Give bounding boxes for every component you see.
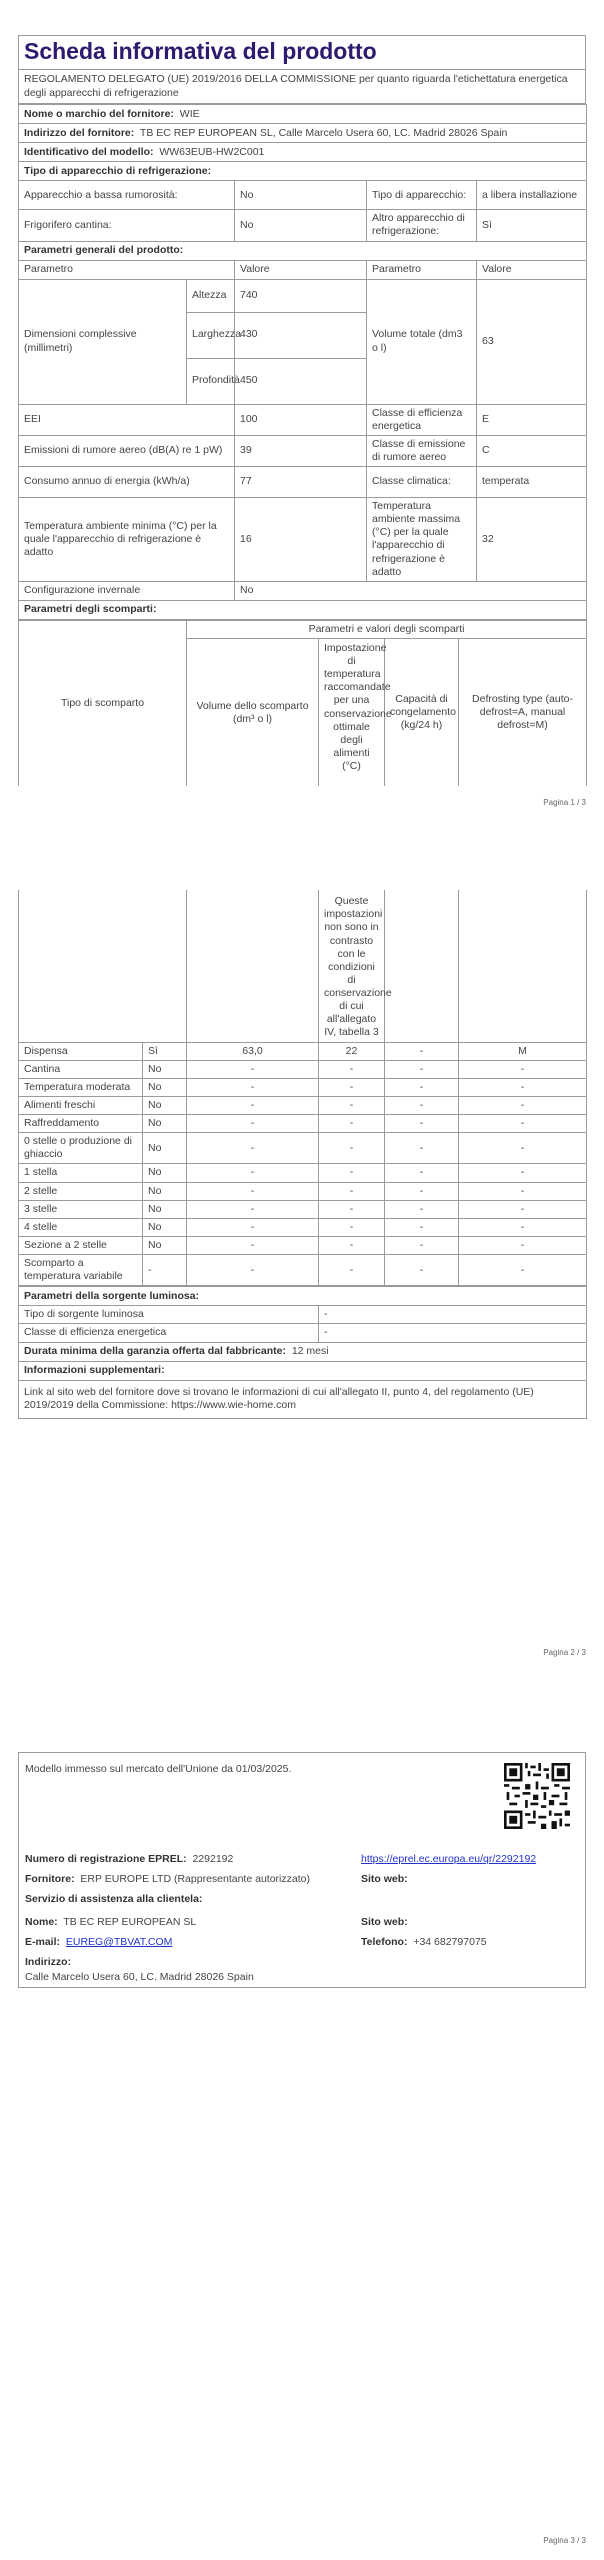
winter-config-value: No — [235, 581, 587, 600]
supplier-name-value: WIE — [179, 107, 200, 120]
compartment-name: 3 stelle — [19, 1200, 143, 1218]
compartment-type-header-cont — [19, 890, 187, 1042]
other-appliance-value: Sì — [477, 210, 587, 241]
appliance-type-label: Tipo di apparecchio: — [367, 181, 477, 210]
other-appliance-label: Altro apparecchio di refrigerazione: — [367, 210, 477, 241]
compartment-params-heading: Parametri degli scomparti: — [19, 600, 587, 619]
table-row — [19, 1218, 587, 1236]
max-temp-label: Temperatura ambiente massima (°C) per la quale l'apparecchio di refrigerazione è adatto — [367, 498, 477, 582]
compartment-name: 0 stelle o produzione di ghiaccio — [19, 1133, 143, 1164]
compartment-volume: 63,0 — [187, 1042, 319, 1060]
compartment-type-header: Tipo di scomparto — [19, 620, 187, 786]
compartment-present: No — [143, 1218, 187, 1236]
compartment-freezing: - — [385, 1218, 459, 1236]
warranty-label: Durata minima della garanzia offerta dal fabbricante: — [24, 1344, 286, 1357]
supplier-row — [25, 1873, 310, 1885]
compartment-name: Raffreddamento — [19, 1115, 143, 1133]
table-row — [19, 1164, 587, 1182]
defrost-type-header-cont — [459, 890, 587, 1042]
customer-service-heading: Servizio di assistenza alla clientela: — [25, 1893, 203, 1905]
supplier-address-label: Indirizzo del fornitore: — [24, 126, 135, 139]
model-id-row — [19, 143, 587, 162]
compartment-volume: - — [187, 1218, 319, 1236]
website-label-2: Sito web: — [361, 1916, 408, 1928]
appliance-type-heading: Tipo di apparecchio di refrigerazione: — [19, 162, 587, 181]
page-2 — [0, 820, 604, 1700]
table-row — [19, 1060, 587, 1078]
address-value: Calle Marcelo Usera 60, LC. Madrid 28026 Spain — [25, 1971, 254, 1983]
compartment-temp: - — [319, 1133, 385, 1164]
compartment-defrost: - — [459, 1236, 587, 1254]
eprel-row — [25, 1853, 233, 1865]
light-source-heading: Parametri della sorgente luminosa: — [19, 1287, 587, 1306]
width-value: 430 — [235, 312, 367, 358]
compartment-freezing: - — [385, 1200, 459, 1218]
compartment-present: No — [143, 1060, 187, 1078]
compartment-freezing: - — [385, 1060, 459, 1078]
compartment-temp: - — [319, 1115, 385, 1133]
compartment-name: Sezione a 2 stelle — [19, 1236, 143, 1254]
compartment-temp: - — [319, 1200, 385, 1218]
dimensions-label: Dimensioni complessive (millimetri) — [19, 279, 187, 404]
width-label: Larghezza — [187, 312, 235, 358]
compartment-volume: - — [187, 1200, 319, 1218]
service-name-label: Nome: — [25, 1916, 58, 1928]
max-temp-value: 32 — [477, 498, 587, 582]
eprel-label: Numero di registrazione EPREL: — [25, 1853, 187, 1865]
compartment-name: Temperatura moderata — [19, 1078, 143, 1096]
compartment-defrost: - — [459, 1060, 587, 1078]
noise-emission-value: 39 — [235, 435, 367, 466]
light-type-label: Tipo di sorgente luminosa — [19, 1306, 319, 1324]
compartment-volume: - — [187, 1236, 319, 1254]
compartment-temp: - — [319, 1255, 385, 1286]
compartment-freezing: - — [385, 1096, 459, 1114]
height-value: 740 — [235, 279, 367, 312]
compartment-volume: - — [187, 1078, 319, 1096]
compartment-defrost: M — [459, 1042, 587, 1060]
freezing-capacity-header: Capacità di congelamento (kg/24 h) — [385, 638, 459, 786]
table-row — [19, 1182, 587, 1200]
compartment-name: Scomparto a temperatura variabile — [19, 1255, 143, 1286]
compartment-name: 2 stelle — [19, 1182, 143, 1200]
compartment-temp: - — [319, 1096, 385, 1114]
low-noise-label: Apparecchio a bassa rumorosità: — [19, 181, 235, 210]
volume-header-cont — [187, 890, 319, 1042]
light-class-label: Classe di efficienza energetica — [19, 1324, 319, 1342]
compartment-defrost: - — [459, 1133, 587, 1164]
contact-box — [18, 1752, 586, 1988]
value-header: Valore — [235, 260, 367, 279]
eprel-link[interactable]: https://eprel.ec.europa.eu/qr/2292192 — [361, 1853, 537, 1865]
min-temp-label: Temperatura ambiente minima (°C) per la quale l'apparecchio di refrigerazione è adatto — [19, 498, 235, 582]
page-title: Scheda informativa del prodotto — [19, 36, 585, 70]
table-row — [19, 1042, 587, 1060]
compartment-freezing: - — [385, 1078, 459, 1096]
compartment-present: No — [143, 1182, 187, 1200]
compartment-present: No — [143, 1200, 187, 1218]
supplier-address-value: TB EC REP EUROPEAN SL, Calle Marcelo Usera 60, LC. Madrid 28026 Spain — [139, 126, 508, 139]
compartment-defrost: - — [459, 1218, 587, 1236]
compartment-present: No — [143, 1078, 187, 1096]
wine-storage-value: No — [235, 210, 367, 241]
general-params-heading: Parametri generali del prodotto: — [19, 241, 587, 260]
light-class-value: - — [319, 1324, 587, 1342]
page-number-1: Pagina 1 / 3 — [543, 798, 586, 807]
param-header: Parametro — [19, 260, 235, 279]
phone-label: Telefono: — [361, 1936, 408, 1948]
param-header-2: Parametro — [367, 260, 477, 279]
table-row — [19, 1255, 587, 1286]
efficiency-class-label: Classe di efficienza energetica — [367, 404, 477, 435]
table-row — [19, 1236, 587, 1254]
value-header-2: Valore — [477, 260, 587, 279]
compartment-temp: - — [319, 1236, 385, 1254]
compartment-defrost: - — [459, 1200, 587, 1218]
table-row — [19, 1078, 587, 1096]
compartment-freezing: - — [385, 1236, 459, 1254]
compartment-freezing: - — [385, 1255, 459, 1286]
service-name-value: TB EC REP EUROPEAN SL — [63, 1916, 197, 1928]
compartment-rows — [19, 1042, 587, 1286]
website-label: Sito web: — [361, 1873, 408, 1885]
compartment-volume: - — [187, 1115, 319, 1133]
page-1 — [0, 0, 604, 820]
compartment-present: No — [143, 1236, 187, 1254]
email-row — [25, 1936, 172, 1948]
compartment-defrost: - — [459, 1078, 587, 1096]
volume-header: Volume dello scomparto (dm³ o l) — [187, 638, 319, 786]
compartment-temp: 22 — [319, 1042, 385, 1060]
email-link[interactable]: EUREG@TBVAT.COM — [65, 1936, 173, 1948]
light-type-value: - — [319, 1306, 587, 1324]
table-row — [19, 1133, 587, 1164]
min-temp-value: 16 — [235, 498, 367, 582]
eei-value: 100 — [235, 404, 367, 435]
page-number-3: Pagina 3 / 3 — [543, 2536, 586, 2545]
title-box — [18, 35, 586, 104]
compartment-present: No — [143, 1164, 187, 1182]
compartment-present: No — [143, 1115, 187, 1133]
regulation-subtitle: REGOLAMENTO DELEGATO (UE) 2019/2016 DELLA COMMISSIONE per quanto riguarda l'etichettatura energetica degli apparecchi di refrigerazione — [24, 73, 568, 99]
compartment-freezing: - — [385, 1115, 459, 1133]
extra-info-heading: Informazioni supplementari: — [19, 1361, 587, 1380]
extra-info-text: Link al sito web del fornitore dove si trovano le informazioni di cui all'allegato II, punto 4, del regolamento (UE) 2019/2019 della Commissione: https://www.wie-home.com — [19, 1380, 587, 1418]
compartment-group-header: Parametri e valori degli scomparti — [187, 620, 587, 638]
climate-class-label: Classe climatica: — [367, 467, 477, 498]
table-row — [19, 1200, 587, 1218]
warranty-value: 12 mesi — [291, 1344, 329, 1357]
eei-label: EEI — [19, 404, 235, 435]
compartment-table — [18, 890, 587, 1286]
defrost-type-header: Defrosting type (auto-defrost=A, manual defrost=M) — [459, 638, 587, 786]
compartment-present: No — [143, 1096, 187, 1114]
table-row — [19, 1115, 587, 1133]
compartment-temp: - — [319, 1182, 385, 1200]
phone-value: +34 682797075 — [413, 1936, 487, 1948]
compartment-temp: - — [319, 1164, 385, 1182]
appliance-type-value: a libera installazione — [477, 181, 587, 210]
warranty-row — [19, 1342, 587, 1361]
supplier-label-p3: Fornitore: — [25, 1873, 75, 1885]
compartment-freezing: - — [385, 1164, 459, 1182]
compartment-header-table — [18, 620, 587, 787]
service-name-row — [25, 1916, 196, 1928]
compartment-volume: - — [187, 1255, 319, 1286]
supplier-table — [18, 104, 587, 620]
table-row — [19, 1096, 587, 1114]
phone-row — [361, 1936, 487, 1948]
compartment-volume: - — [187, 1164, 319, 1182]
compartment-defrost: - — [459, 1096, 587, 1114]
compartment-defrost: - — [459, 1115, 587, 1133]
wine-storage-label: Frigorifero cantina: — [19, 210, 235, 241]
supplier-name-row — [19, 105, 587, 124]
compartment-name: Cantina — [19, 1060, 143, 1078]
temp-setting-header: Impostazione di temperatura raccomandate per una conservazione ottimale degli alimenti (°C) — [319, 638, 385, 786]
compartment-temp: - — [319, 1078, 385, 1096]
depth-label: Profondità — [187, 358, 235, 404]
compartment-name: Alimenti freschi — [19, 1096, 143, 1114]
compartment-name: Dispensa — [19, 1042, 143, 1060]
compartment-name: 4 stelle — [19, 1218, 143, 1236]
winter-config-label: Configurazione invernale — [19, 581, 235, 600]
compartment-temp: - — [319, 1060, 385, 1078]
compartment-temp: - — [319, 1218, 385, 1236]
compartment-defrost: - — [459, 1255, 587, 1286]
freezing-capacity-header-cont — [385, 890, 459, 1042]
model-id-label: Identificativo del modello: — [24, 145, 154, 158]
climate-class-value: temperata — [477, 467, 587, 498]
compartment-present: - — [143, 1255, 187, 1286]
model-id-value: WW63EUB-HW2C001 — [159, 145, 265, 158]
compartment-present: No — [143, 1133, 187, 1164]
compartment-freezing: - — [385, 1133, 459, 1164]
total-volume-label: Volume totale (dm3 o l) — [367, 279, 477, 404]
compartment-freezing: - — [385, 1182, 459, 1200]
noise-emission-label: Emissioni di rumore aereo (dB(A) re 1 pW) — [19, 435, 235, 466]
compartment-defrost: - — [459, 1182, 587, 1200]
compartment-volume: - — [187, 1133, 319, 1164]
email-label: E-mail: — [25, 1936, 61, 1948]
eprel-qr-code[interactable] — [504, 1763, 570, 1829]
height-label: Altezza — [187, 279, 235, 312]
eprel-value: 2292192 — [192, 1853, 234, 1865]
temp-setting-header-cont: Queste impostazioni non sono in contrasto con le condizioni di conservazione di cui all'allegato IV, tabella 3 — [319, 890, 385, 1042]
page-3 — [0, 1700, 604, 2560]
compartment-defrost: - — [459, 1164, 587, 1182]
total-volume-value: 63 — [477, 279, 587, 404]
supplier-address-row — [19, 124, 587, 143]
annual-energy-label: Consumo annuo di energia (kWh/a) — [19, 467, 235, 498]
compartment-volume: - — [187, 1060, 319, 1078]
compartment-name: 1 stella — [19, 1164, 143, 1182]
light-table — [18, 1286, 587, 1418]
compartment-volume: - — [187, 1096, 319, 1114]
compartment-volume: - — [187, 1182, 319, 1200]
market-date-text: Modello immesso sul mercato dell'Unione da 01/03/2025. — [25, 1763, 292, 1775]
supplier-name-label: Nome o marchio del fornitore: — [24, 107, 174, 120]
page-number-2: Pagina 2 / 3 — [543, 1648, 586, 1657]
address-label: Indirizzo: — [25, 1956, 72, 1968]
supplier-value-p3: ERP EUROPE LTD (Rappresentante autorizzato) — [80, 1873, 310, 1885]
annual-energy-value: 77 — [235, 467, 367, 498]
compartment-freezing: - — [385, 1042, 459, 1060]
noise-class-value: C — [477, 435, 587, 466]
noise-class-label: Classe di emissione di rumore aereo — [367, 435, 477, 466]
efficiency-class-value: E — [477, 404, 587, 435]
depth-value: 450 — [235, 358, 367, 404]
low-noise-value: No — [235, 181, 367, 210]
compartment-present: Sì — [143, 1042, 187, 1060]
